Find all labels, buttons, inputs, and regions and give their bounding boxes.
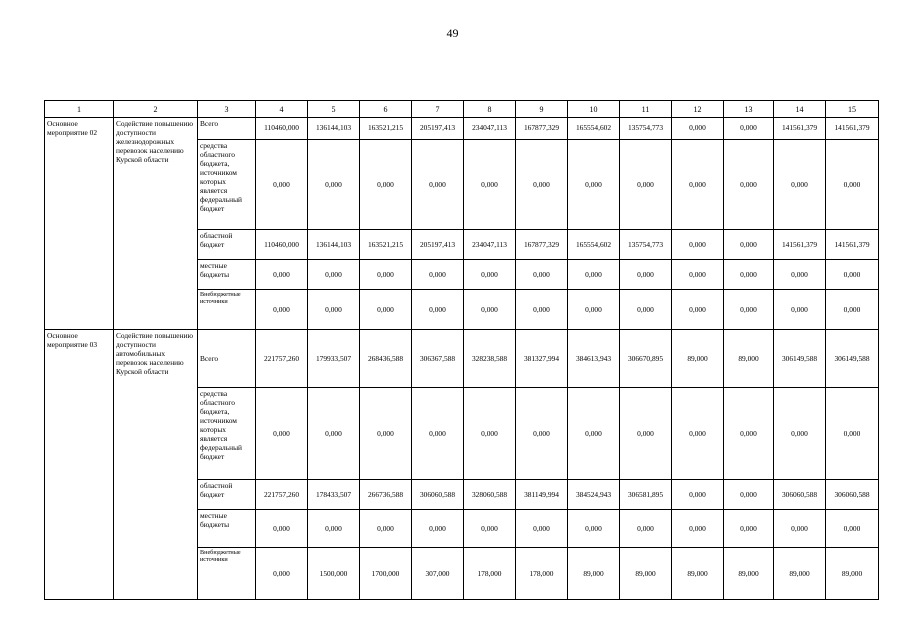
table-row — [45, 330, 879, 388]
value-cell: 0,000 — [464, 388, 516, 480]
value-cell: 0,000 — [672, 140, 724, 230]
column-header: 12 — [672, 101, 724, 118]
value-cell: 0,000 — [826, 290, 879, 330]
value-cell: 0,000 — [464, 510, 516, 548]
column-header: 10 — [568, 101, 620, 118]
value-cell: 0,000 — [724, 388, 774, 480]
value-cell: 205197,413 — [412, 230, 464, 260]
value-cell: 0,000 — [568, 510, 620, 548]
value-cell: 0,000 — [672, 480, 724, 510]
value-cell: 234047,113 — [464, 118, 516, 140]
column-header: 13 — [724, 101, 774, 118]
value-cell: 0,000 — [464, 140, 516, 230]
value-cell: 0,000 — [516, 260, 568, 290]
value-cell: 0,000 — [412, 510, 464, 548]
value-cell: 0,000 — [256, 290, 308, 330]
funding-source: Внебюджетные источники — [198, 548, 256, 600]
value-cell: 205197,413 — [412, 118, 464, 140]
value-cell: 0,000 — [360, 260, 412, 290]
value-cell: 0,000 — [360, 510, 412, 548]
value-cell: 266736,588 — [360, 480, 412, 510]
value-cell: 0,000 — [568, 388, 620, 480]
value-cell: 0,000 — [412, 388, 464, 480]
funding-source: областной бюджет — [198, 230, 256, 260]
event-description: Содействие повышению доступности автомобильных перевозок населению Курской области — [114, 330, 198, 600]
value-cell: 135754,773 — [620, 230, 672, 260]
event-name: Основное мероприятие 03 — [45, 330, 114, 600]
value-cell: 0,000 — [724, 510, 774, 548]
funding-source: местные бюджеты — [198, 510, 256, 548]
value-cell: 0,000 — [516, 290, 568, 330]
value-cell: 165554,602 — [568, 230, 620, 260]
value-cell: 0,000 — [672, 260, 724, 290]
value-cell: 141561,379 — [774, 230, 826, 260]
table-row — [45, 118, 879, 140]
value-cell: 306367,588 — [412, 330, 464, 388]
column-header: 4 — [256, 101, 308, 118]
value-cell: 328238,588 — [464, 330, 516, 388]
value-cell: 0,000 — [308, 388, 360, 480]
value-cell: 0,000 — [568, 260, 620, 290]
value-cell: 0,000 — [620, 388, 672, 480]
value-cell: 0,000 — [360, 290, 412, 330]
value-cell: 0,000 — [774, 388, 826, 480]
value-cell: 167877,329 — [516, 230, 568, 260]
value-cell: 1700,000 — [360, 548, 412, 600]
value-cell: 306670,895 — [620, 330, 672, 388]
value-cell: 0,000 — [464, 260, 516, 290]
value-cell: 0,000 — [774, 140, 826, 230]
value-cell: 0,000 — [516, 140, 568, 230]
value-cell: 306581,895 — [620, 480, 672, 510]
funding-source: Всего — [198, 330, 256, 388]
value-cell: 167877,329 — [516, 118, 568, 140]
value-cell: 1500,000 — [308, 548, 360, 600]
value-cell: 381327,994 — [516, 330, 568, 388]
value-cell: 0,000 — [568, 290, 620, 330]
value-cell: 163521,215 — [360, 118, 412, 140]
value-cell: 306149,588 — [826, 330, 879, 388]
value-cell: 0,000 — [360, 140, 412, 230]
value-cell: 89,000 — [724, 548, 774, 600]
value-cell: 178,000 — [516, 548, 568, 600]
value-cell: 0,000 — [256, 260, 308, 290]
value-cell: 0,000 — [724, 140, 774, 230]
value-cell: 0,000 — [412, 140, 464, 230]
value-cell: 0,000 — [724, 260, 774, 290]
value-cell: 0,000 — [826, 510, 879, 548]
value-cell: 163521,215 — [360, 230, 412, 260]
value-cell: 0,000 — [826, 140, 879, 230]
column-header: 7 — [412, 101, 464, 118]
event-name: Основное мероприятие 02 — [45, 118, 114, 330]
value-cell: 89,000 — [620, 548, 672, 600]
value-cell: 0,000 — [672, 230, 724, 260]
value-cell: 110460,000 — [256, 230, 308, 260]
value-cell: 0,000 — [360, 388, 412, 480]
page-number: 49 — [446, 26, 459, 40]
value-cell: 0,000 — [774, 290, 826, 330]
event-description: Содействие повышению доступности железнодорожных перевозок населению Курской области — [114, 118, 198, 330]
value-cell: 0,000 — [256, 510, 308, 548]
value-cell: 0,000 — [672, 388, 724, 480]
column-header: 6 — [360, 101, 412, 118]
value-cell: 0,000 — [724, 230, 774, 260]
value-cell: 0,000 — [308, 510, 360, 548]
funding-source: средства областного бюджета, источником которых является федеральный бюджет — [198, 388, 256, 480]
value-cell: 0,000 — [724, 118, 774, 140]
value-cell: 178,000 — [464, 548, 516, 600]
value-cell: 221757,260 — [256, 480, 308, 510]
value-cell: 89,000 — [724, 330, 774, 388]
value-cell: 0,000 — [256, 548, 308, 600]
value-cell: 0,000 — [464, 290, 516, 330]
value-cell: 307,000 — [412, 548, 464, 600]
column-header: 2 — [114, 101, 198, 118]
value-cell: 0,000 — [308, 140, 360, 230]
value-cell: 0,000 — [774, 260, 826, 290]
value-cell: 0,000 — [724, 480, 774, 510]
value-cell: 89,000 — [672, 548, 724, 600]
value-cell: 0,000 — [774, 510, 826, 548]
value-cell: 0,000 — [308, 260, 360, 290]
value-cell: 268436,588 — [360, 330, 412, 388]
value-cell: 0,000 — [724, 290, 774, 330]
value-cell: 0,000 — [620, 140, 672, 230]
value-cell: 0,000 — [620, 290, 672, 330]
value-cell: 0,000 — [620, 260, 672, 290]
value-cell: 141561,379 — [826, 118, 879, 140]
value-cell: 89,000 — [826, 548, 879, 600]
value-cell: 0,000 — [826, 388, 879, 480]
funding-source: Всего — [198, 118, 256, 140]
value-cell: 306060,588 — [412, 480, 464, 510]
value-cell: 328060,588 — [464, 480, 516, 510]
value-cell: 0,000 — [516, 510, 568, 548]
value-cell: 306149,588 — [774, 330, 826, 388]
value-cell: 306060,588 — [826, 480, 879, 510]
value-cell: 165554,602 — [568, 118, 620, 140]
value-cell: 0,000 — [672, 118, 724, 140]
value-cell: 89,000 — [568, 548, 620, 600]
value-cell: 136144,103 — [308, 118, 360, 140]
value-cell: 0,000 — [256, 140, 308, 230]
value-cell: 0,000 — [568, 140, 620, 230]
value-cell: 136144,103 — [308, 230, 360, 260]
budget-table — [44, 100, 879, 600]
column-header: 9 — [516, 101, 568, 118]
funding-source: областной бюджет — [198, 480, 256, 510]
column-header: 5 — [308, 101, 360, 118]
value-cell: 110460,000 — [256, 118, 308, 140]
value-cell: 178433,507 — [308, 480, 360, 510]
value-cell: 384613,943 — [568, 330, 620, 388]
value-cell: 89,000 — [672, 330, 724, 388]
value-cell: 141561,379 — [826, 230, 879, 260]
value-cell: 0,000 — [516, 388, 568, 480]
value-cell: 135754,773 — [620, 118, 672, 140]
funding-source: Внебюджетные источники — [198, 290, 256, 330]
column-header: 3 — [198, 101, 256, 118]
funding-source: местные бюджеты — [198, 260, 256, 290]
value-cell: 0,000 — [672, 510, 724, 548]
column-header: 11 — [620, 101, 672, 118]
header-row — [45, 101, 879, 118]
value-cell: 221757,260 — [256, 330, 308, 388]
value-cell: 384524,943 — [568, 480, 620, 510]
column-header: 15 — [826, 101, 879, 118]
value-cell: 0,000 — [620, 510, 672, 548]
value-cell: 0,000 — [256, 388, 308, 480]
value-cell: 306060,588 — [774, 480, 826, 510]
column-header: 1 — [45, 101, 114, 118]
value-cell: 0,000 — [826, 260, 879, 290]
value-cell: 89,000 — [774, 548, 826, 600]
value-cell: 0,000 — [412, 290, 464, 330]
funding-source: средства областного бюджета, источником которых является федеральный бюджет — [198, 140, 256, 230]
value-cell: 234047,113 — [464, 230, 516, 260]
value-cell: 381149,994 — [516, 480, 568, 510]
value-cell: 0,000 — [412, 260, 464, 290]
column-header: 14 — [774, 101, 826, 118]
value-cell: 179933,507 — [308, 330, 360, 388]
value-cell: 0,000 — [308, 290, 360, 330]
column-header: 8 — [464, 101, 516, 118]
value-cell: 141561,379 — [774, 118, 826, 140]
value-cell: 0,000 — [672, 290, 724, 330]
